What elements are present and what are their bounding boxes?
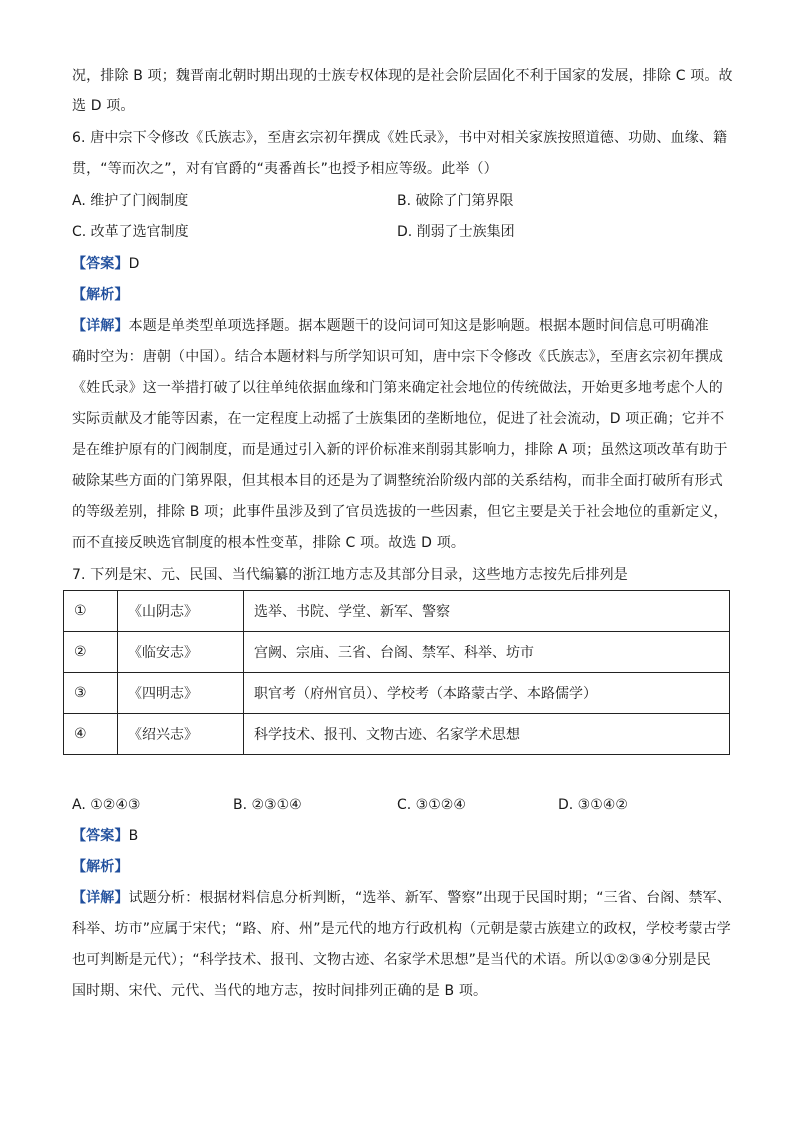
q7-answer	[72, 826, 732, 846]
detail-tag: 【详解】	[72, 890, 129, 906]
row-title: 《四明志》	[118, 673, 244, 714]
table-row	[64, 714, 730, 755]
row-content: 职官考（府州官员）、学校考（本路蒙古学、本路儒学）	[244, 673, 730, 714]
q6-option-d: D. 削弱了士族集团	[397, 224, 515, 240]
row-content: 科学技术、报刊、文物古迹、名家学术思想	[244, 714, 730, 755]
q6-option-b: B. 破除了门第界限	[397, 193, 514, 209]
row-content: 宫阙、宗庙、三省、台阁、禁军、科举、坊市	[244, 632, 730, 673]
table-row	[64, 632, 730, 673]
q7-detail-line-2: 科举、坊市”应属于宋代；“路、府、州”是元代的地方行政机构（元朝是蒙古族建立的政权，学校考蒙古学	[72, 921, 731, 937]
q6-detail-line-7: 的等级差别，排除 B 项；此事件虽涉及到了官员选拔的一些因素，但它主要是关于社会地位的重新定义，	[72, 504, 728, 520]
q6-answer	[72, 254, 732, 274]
q6-detail-line-5: 是在维护原有的门阀制度，而是通过引入新的评价标准来削弱其影响力，排除 A 项；虽然这项改革有助于	[72, 442, 728, 458]
q7-option-c: C. ③①②④	[397, 797, 466, 813]
row-number: ②	[64, 632, 118, 673]
analysis-tag: 【解析】	[72, 287, 129, 303]
analysis-tag: 【解析】	[72, 859, 129, 875]
q7-detail-line-4: 国时期、宋代、元代、当代的地方志，按时间排列正确的是 B 项。	[72, 983, 488, 999]
detail-text: 试题分析：根据材料信息分析判断，“选举、新军、警察”出现于民国时期；“三省、台阁、禁军、	[128, 890, 731, 906]
continued-line-2: 选 D 项。	[72, 98, 135, 114]
row-number: ④	[64, 714, 118, 755]
q6-detail-line-8: 而不直接反映选官制度的根本性变革，排除 C 项。故选 D 项。	[72, 535, 466, 551]
detail-tag: 【详解】	[72, 318, 129, 334]
q7-analysis-heading	[72, 857, 732, 877]
q6-option-c: C. 改革了选官制度	[72, 224, 189, 240]
answer-value: D	[128, 256, 140, 272]
continued-line-1: 况，排除 B 项；魏晋南北朝时期出现的士族专权体现的是社会阶层固化不利于国家的发展，排除 C 项。故	[72, 68, 733, 84]
q6-detail-line-3: 《姓氏录》这一举措打破了以往单纯依据血缘和门第来确定社会地位的传统做法，开始更多地考虑个人的	[72, 380, 723, 396]
q6-detail-line-6: 破除某些方面的门第界限，但其根本目的还是为了调整统治阶级内部的关系结构，而非全面打破所有形式	[72, 473, 723, 489]
q6-stem-line-1: 6. 唐中宗下令修改《氏族志》，至唐玄宗初年撰成《姓氏录》，书中对相关家族按照道德、功勋、血缘、籍	[72, 130, 728, 146]
row-title: 《绍兴志》	[118, 714, 244, 755]
q6-detail-line-1	[72, 316, 732, 336]
q7-detail-line-1	[72, 888, 732, 908]
row-number: ③	[64, 673, 118, 714]
q6-stem-line-2: 贯，“等而次之”，对有官爵的“夷番酋长”也授予相应等级。此举（）	[72, 161, 498, 177]
q6-detail-line-2: 确时空为：唐朝（中国）。结合本题材料与所学知识可知，唐中宗下令修改《氏族志》，至唐玄宗初年撰成	[72, 349, 724, 365]
q7-stem: 7. 下列是宋、元、民国、当代编纂的浙江地方志及其部分目录，这些地方志按先后排列是	[72, 567, 628, 583]
q7-table	[63, 590, 730, 755]
row-content: 选举、书院、学堂、新军、警察	[244, 591, 730, 632]
q6-option-a: A. 维护了门阀制度	[72, 193, 189, 209]
q6-analysis-heading	[72, 285, 732, 305]
table-row	[64, 673, 730, 714]
q7-detail-line-3: 也可判断是元代）；“科学技术、报刊、文物古迹、名家学术思想”是当代的术语。所以①②③④分别是民	[72, 952, 711, 968]
q6-detail-line-4: 实际贡献及才能等因素，在一定程度上动摇了士族集团的垄断地位，促进了社会流动，D 项正确；它并不	[72, 411, 725, 427]
answer-tag: 【答案】	[72, 256, 129, 272]
row-title: 《临安志》	[118, 632, 244, 673]
answer-tag: 【答案】	[72, 828, 129, 844]
table-row	[64, 591, 730, 632]
q7-option-a: A. ①②④③	[72, 797, 141, 813]
q7-option-b: B. ②③①④	[233, 797, 302, 813]
detail-text: 本题是单类型单项选择题。据本题题干的设问词可知这是影响题。根据本题时间信息可明确准	[128, 318, 709, 334]
row-number: ①	[64, 591, 118, 632]
q7-option-d: D. ③①④②	[558, 797, 628, 813]
answer-value: B	[128, 828, 139, 844]
row-title: 《山阴志》	[118, 591, 244, 632]
